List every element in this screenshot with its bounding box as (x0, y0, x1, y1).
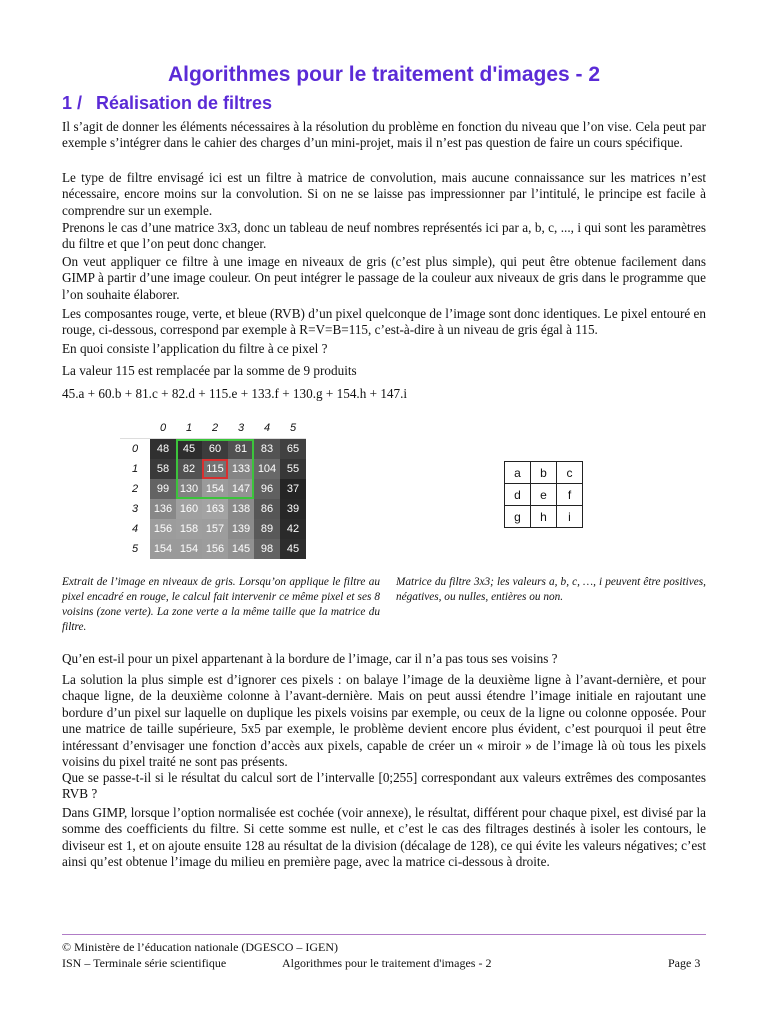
pixel-cell: 145 (228, 539, 254, 559)
selected-pixel-highlight (202, 459, 228, 479)
pixel-cell: 156 (150, 519, 176, 539)
matrix-cell: c (557, 462, 583, 484)
paragraph-intro: Il s’agit de donner les éléments nécessaires à la résolution du problème en fonction du niveau que l’on vise. Cela peut par exemple s’intégrer dans le cahier des charges d’un mini-projet, mais il n’est pas question de faire un cours spécifique. (62, 119, 706, 151)
matrix-row (505, 506, 583, 528)
grid-col-header: 1 (176, 418, 202, 439)
matrix-cell: a (505, 462, 531, 484)
caption-filter-matrix: Matrice du filtre 3x3; les valeurs a, b, c, …, i peuvent être positives, négatives, ou nulles, entières ou non. (396, 576, 706, 603)
filter-matrix (504, 461, 583, 528)
grid-row-header: 0 (120, 439, 150, 460)
matrix-cell: g (505, 506, 531, 528)
filter-matrix-table (504, 461, 583, 528)
pixel-cell: 65 (280, 439, 306, 460)
footer-course: ISN – Terminale série scientifique (62, 956, 227, 970)
section-title: Réalisation de filtres (96, 93, 273, 113)
caption-gray-image: Extrait de l’image en niveaux de gris. Lorsqu’on applique le filtre au pixel encadré en rouge, le calcul fait intervenir ce même pixel et ses 8 voisins (zone verte). La zone verte a la même taille que la matrice du filtre. (62, 576, 380, 633)
grid-row (120, 499, 306, 519)
grid-row-header: 5 (120, 539, 150, 559)
matrix-cell: b (531, 462, 557, 484)
pixel-cell: 133 (228, 459, 254, 479)
pixel-cell: 154 (150, 539, 176, 559)
grid-row-header: 2 (120, 479, 150, 499)
pixel-cell: 82 (176, 459, 202, 479)
pixel-cell: 147 (228, 479, 254, 499)
section-heading (62, 93, 272, 114)
grid-col-header: 4 (254, 418, 280, 439)
page-title: Algorithmes pour le traitement d'images - 2 (167, 63, 601, 86)
pixel-cell: 55 (280, 459, 306, 479)
pixel-cell: 139 (228, 519, 254, 539)
pixel-cell: 60 (202, 439, 228, 460)
paragraph-matrix-3x3: Prenons le cas d’une matrice 3x3, donc un tableau de neuf nombres représentés ici par a, b, c, ..., i qui sont les paramètres du filtre et que l’on peut donc changer. (62, 220, 706, 252)
pixel-cell: 45 (176, 439, 202, 460)
formula: 45.a + 60.b + 81.c + 82.d + 115.e + 133.f + 130.g + 154.h + 147.i (62, 386, 408, 401)
pixel-cell: 58 (150, 459, 176, 479)
pixel-cell: 98 (254, 539, 280, 559)
section-number: 1 / (62, 93, 83, 113)
matrix-row (505, 484, 583, 506)
footer-page-number: Page 3 (668, 956, 701, 970)
pixel-cell: 86 (254, 499, 280, 519)
matrix-row (505, 462, 583, 484)
paragraph-sum: La valeur 115 est remplacée par la somme de 9 produits (62, 363, 357, 378)
footer-copyright: © Ministère de l’éducation nationale (DGESCO – IGEN) (62, 940, 339, 954)
matrix-cell: h (531, 506, 557, 528)
footer-divider (62, 934, 706, 935)
paragraph-gimp-normalize: Dans GIMP, lorsque l’option normalisée est cochée (voir annexe), le résultat, différent pour chaque pixel, est divisé par la somme des coefficients du filtre. Si cette somme est nulle, et c’est le cas des filtrages destinés à isoler les contours, le diviseur est 1, et on ajoute ensuite 128 au résultat de la division (décalage de 128), ce qui évite les valeurs négatives; c’est ainsi qu’est obtenue l’image du milieu en première page, avec la matrice ci-dessous à droite. (62, 805, 706, 870)
grid-corner (120, 418, 150, 439)
pixel-cell: 48 (150, 439, 176, 460)
grid-row-header: 4 (120, 519, 150, 539)
matrix-cell: d (505, 484, 531, 506)
paragraph-filter-type: Le type de filtre envisagé ici est un filtre à matrice de convolution, mais aucune connaissance sur les matrices n’est nécessaire, encore moins sur la convolution. Si on ne se laisse pas impressionner par l’intitulé, le principe est facile à comprendre sur un exemple. (62, 170, 706, 218)
pixel-cell: 39 (280, 499, 306, 519)
paragraph-border-solution: La solution la plus simple est d’ignorer ces pixels : on balaye l’image de la deuxième ligne à l’avant-dernière, et pour chaque ligne, de la deuxième colonne à l’avant-dernière. Mais on peut aussi étendre l’image initiale en rajoutant une bordure d’un pixel sur laquelle on duplique les pixels voisins par exemple, ou ceux de la ligne ou colonne opposée. Pour une matrice de taille supérieure, 5x5 par exemple, le problème devient encore plus évident, c’est pourquoi il peut être intéressant d’envisager une fonction d’accès aux pixels, capable de créer un « miroir » de l’image là où tous les pixels voisins du pixel traité ne sont pas présents. (62, 672, 706, 770)
grid-col-header: 5 (280, 418, 306, 439)
grid-row-header: 1 (120, 459, 150, 479)
pixel-cell: 104 (254, 459, 280, 479)
pixel-cell: 163 (202, 499, 228, 519)
pixel-cell: 154 (202, 479, 228, 499)
matrix-cell: i (557, 506, 583, 528)
paragraph-border-question: Qu’en est-il pour un pixel appartenant à la bordure de l’image, car il n’a pas tous ses voisins ? (62, 651, 558, 666)
pixel-cell: 157 (202, 519, 228, 539)
pixel-cell: 136 (150, 499, 176, 519)
pixel-cell: 42 (280, 519, 306, 539)
paragraph-gray-image: On veut appliquer ce filtre à une image en niveaux de gris (c’est plus simple), qui peut être obtenue facilement dans GIMP à partir d’une image couleur. On peut intégrer le passage de la couleur aux niveaux de gris dans le programme que l’on souhaite élaborer. (62, 254, 706, 302)
grid-row (120, 539, 306, 559)
matrix-cell: f (557, 484, 583, 506)
paragraph-rvb: Les composantes rouge, verte, et bleue (RVB) d’un pixel quelconque de l’image sont donc identiques. Le pixel entouré en rouge, ci-dessous, correspond par exemple à R=V=B=115, c’est-à-dire à un niveau de gris égal à 115. (62, 306, 706, 338)
pixel-cell: 81 (228, 439, 254, 460)
grid-col-header: 3 (228, 418, 254, 439)
pixel-cell: 156 (202, 539, 228, 559)
paragraph-question: En quoi consiste l’application du filtre à ce pixel ? (62, 341, 328, 356)
pixel-cell: 99 (150, 479, 176, 499)
grid-row-header: 3 (120, 499, 150, 519)
pixel-cell: 115 (202, 459, 228, 479)
pixel-cell: 130 (176, 479, 202, 499)
pixel-cell: 96 (254, 479, 280, 499)
paragraph-range-question: Que se passe-t-il si le résultat du calcul sort de l’intervalle [0;255] correspondant aux valeurs extrêmes des composantes RVB ? (62, 770, 706, 802)
grid-col-header: 0 (150, 418, 176, 439)
pixel-cell: 89 (254, 519, 280, 539)
pixel-cell: 138 (228, 499, 254, 519)
grid-row (120, 519, 306, 539)
pixel-cell: 160 (176, 499, 202, 519)
pixel-cell: 37 (280, 479, 306, 499)
pixel-cell: 45 (280, 539, 306, 559)
grid-col-header: 2 (202, 418, 228, 439)
gray-image-grid (120, 418, 306, 559)
pixel-cell: 83 (254, 439, 280, 460)
footer-doc-title: Algorithmes pour le traitement d'images - 2 (282, 956, 492, 970)
pixel-cell: 154 (176, 539, 202, 559)
matrix-cell: e (531, 484, 557, 506)
pixel-cell: 158 (176, 519, 202, 539)
